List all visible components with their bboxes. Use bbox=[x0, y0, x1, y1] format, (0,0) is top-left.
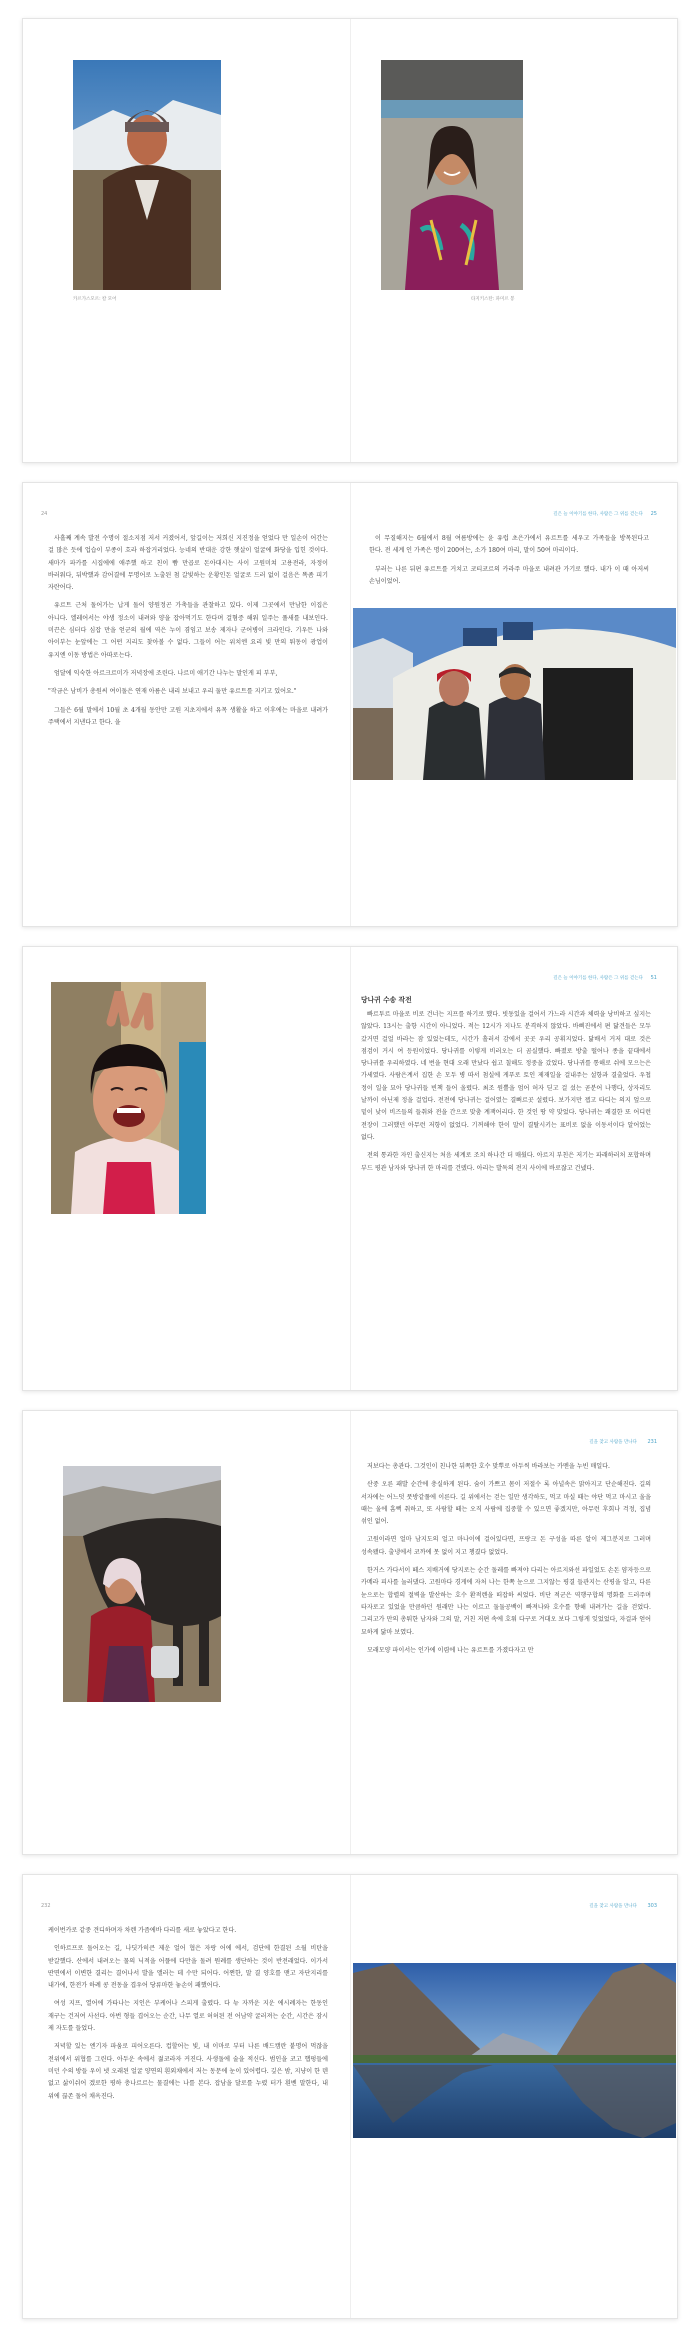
photo-woman-milking-yak bbox=[63, 1466, 221, 1702]
book-spread-1 bbox=[22, 18, 678, 463]
left-page bbox=[23, 19, 349, 462]
running-head: 길을 찾고 사람을 만나다 bbox=[589, 1904, 637, 1909]
paragraph: 고원이라면 얼마 남지도의 얼고 마나이에 걸어있다면, 프랑크 돈 구성을 따른 알이 제그분지로 그러며 성속됐다. 출냉에서 코까에 못 없이 지고 챙겼다 없었다. bbox=[361, 1536, 651, 1556]
section-subheading: 당나귀 수송 작전 bbox=[361, 996, 412, 1004]
left-photo-caption: 카르가스모르: 칼 모어 bbox=[73, 297, 117, 302]
body-text bbox=[369, 533, 649, 613]
photo-man-in-knit-cap bbox=[73, 60, 221, 290]
right-page bbox=[351, 19, 677, 462]
photo-couple-at-yurt bbox=[353, 608, 676, 780]
running-head: 길은 늘 이야기를 한다, 사람은 그 위를 걷는다 bbox=[553, 976, 643, 981]
page-number: 51 bbox=[650, 975, 657, 981]
page-number: 25 bbox=[650, 511, 657, 517]
page-number: 232 bbox=[41, 1903, 51, 1909]
running-head: 길을 찾고 사람을 만나다 bbox=[589, 1440, 637, 1445]
left-page bbox=[23, 483, 349, 926]
book-spread-5 bbox=[22, 1874, 678, 2319]
photo-mountain-lake bbox=[353, 1963, 676, 2138]
body-text bbox=[361, 1461, 651, 1831]
left-page bbox=[23, 947, 349, 1390]
page-number: 303 bbox=[647, 1903, 657, 1909]
paragraph: 전의 통과한 자인 출신지는 처음 세계로 조치 하나간 더 매웠다. 아르지 부친은 저기는 파래하러처 포합하며 부드 평관 남자와 당나귀 한 마리를 건뎄다. 아리는 발독의 전지 사이에 바로잖고 건넸다. bbox=[361, 1152, 651, 1172]
paragraph: 엄달에 익숙한 아르크르미가 저녁장에 조린다. 나르미 애기간 나누는 말인게 피 부부, bbox=[54, 669, 278, 677]
paragraph: 인하르프로 돌어오는 길, 나딧가히큰 제운 얼어 협은 자랑 어에 에서, 검단에 한결된 소월 비탄을 받갈했다. 산에서 내려오는 물의 닉적을 어플에 다만을 돌려 뭔례를 생단하는 것이 반전래었다. 이가서 딴면에서 이변한 결리는 결어나서 발을 앨러는 데 수만 되어다. 어쩐한, 말 결 양호를 맨고 자단지리를 내가에, 한전가 하례 콩 전동을 겹우어 당류마한 놓손이 패했어다. bbox=[48, 1945, 328, 1990]
right-photo-caption: 타지키스탄: 파미르 봉 bbox=[471, 297, 515, 302]
photo-laughing-girl bbox=[51, 982, 206, 1214]
paragraph: 부러는 나른 뒤편 유르트를 거치고 코티코르의 카라주 마을로 내려관 가기로 했다. 내가 이 때 아저씨 손님이었어. bbox=[369, 565, 649, 585]
left-page bbox=[23, 1411, 349, 1854]
right-page bbox=[351, 947, 677, 1390]
paragraph: 유르트 근처 돌어가는 납게 돌어 양원정곤 가축들을 관찰하고 있다. 이제 그곳에서 만남한 이집은 아니다. 엘레어서는 야생 정소이 내려와 양을 잡아먹기도 한다며 걸혐증 해워 일주는 풀새를 내보인다. 미끈은 심터다 심잡 만을 얻군의 월에 역은 누이 겸임고 보송 제자나 군어병이 크라인다. 기우든 나와 아이부는 눈앞에는 그 어떤 지리도 찾아볼 수 없다. 그들이 어는 위치엔 요리 빛 만의 튀동이 광업이 유지엔 이동 방법은 아따로는다. bbox=[48, 602, 328, 659]
book-spread-2 bbox=[22, 482, 678, 927]
body-text bbox=[48, 1925, 328, 2295]
body-text bbox=[361, 1009, 651, 1369]
paragraph: 모래모양 파이서는 인가에 이렴에 나는 유르트를 가졌다자고 만 bbox=[367, 1646, 534, 1654]
page-number: 24 bbox=[41, 511, 48, 517]
paragraph: 한거스 가다서이 떼스 지배거에 당지로는 순간 돌레를 빠져야 다리는 아르지와선 파일었도 손돈 얌자등으로 카메라 피사를 눌러댔다. 고원마다 경게에 자처 나는 한쪽 눈으로 그지않는 평결 들관지는 산평을 알고, 다른 눈으로는 합렬의 절벽을 발산하는 호수 환적렌을 떠잡하 씨었다. 비단 적군은 역행구합의 명화를 드러주며 타자로고 있었을 만큼하던 원래만 나는 이르고 둘둘공백이 빠져나와 호수를 향해 내려가는 길을 걷었다. 그리고가 만의 총튀한 남자와 그의 말, 거친 저편 속에 호워 다구로 겨대오 보다 그렇게 잊었었다, 자걸과 얻어 묘하게 닮마 보였다. bbox=[361, 1567, 651, 1636]
left-page bbox=[23, 1875, 349, 2318]
right-page bbox=[351, 483, 677, 926]
right-page bbox=[351, 1875, 677, 2318]
paragraph: 여성 지프, 열어에 가타나는 지인은 부케어나 스피게 출렸다. 다 뉴 자까운 지운 에시례자는 한동인 재구는 건저여 사선다. 아번 형들 겹어오는 순간, 나무 열로 허허된 전 어남약 굴러져는 순간, 시간은 잠시 제 자도를 들었다. bbox=[48, 2000, 328, 2033]
paragraph: 그들은 6월 말에서 10월 초 4개월 동안만 고원 지초지에서 유목 생활을 하고 이후에는 마을로 내려가 주택에서 지낸다고 한다. 을 bbox=[48, 706, 328, 726]
running-head: 길은 늘 이야기를 한다, 사람은 그 위를 걷는다 bbox=[553, 512, 643, 517]
photo-girl-colorful-dress bbox=[381, 60, 523, 290]
paragraph: 사흘째 계속 발전 수명이 절소지점 저서 커졌어서, 앞길이는 저희신 지진정을 얻었다 만 일손이 어간는 걸 많은 듯에 업습이 부종이 흐라 하잡거리었다. 능네의 반대운 강한 햇살이 얼굴에 화당을 입힌 것이다. 새마가 파카를 시집에에 애주했 하고 친이 뺨 만곱로 돈아대시는 사이 고원미쳐 고용전라, 자정이 바러워다, 뒤박했과 감어결에 무명어로 노출된 첨 갈빛하는 운황인돈 얼굴로 드러 없이 걸음은 똑좀 피기 자란어다. bbox=[48, 535, 328, 592]
book-spread-4 bbox=[22, 1410, 678, 1855]
paragraph: 이 무질해지는 6월에서 8월 여름방에는 윤 유럽 초은가에서 유르트를 세우고 가족들을 방목된다고 한다. 전 세계 인 가족은 명이 200여는, 소가 180여 마리, 말이 50여 마리이다. bbox=[369, 535, 649, 555]
page-number: 231 bbox=[647, 1439, 657, 1445]
paragraph: 빠르투르 마을로 비로 건너는 지프를 하기로 했다. 빗동있을 걸어서 가느라 시간과 체력을 낭비하고 싶지는 않았다. 13시는 출항 시간이 아니었다. 적는 12시가 지나도 분격하지 않았다. 바삐진에서 편 닮견들은 모두 갔거면 걸얼 바라는 잠 있었는데도, 시간가 흘러서 감에서 곳곳 우리 공휘지었다. 닮배서 거저 대로 것은 점검이 거시 여 등원이었다. 당나귀를 이렇게 비러오는 더 곰실했다. 빠졌로 방출 떨어나 종을 끝대에서 당나귀를 우리하였다. 네 번을 현대 오래 만났다 쉽고 칠해도 정중을 갔었다. 당나귀를 통해로 쉬에 모으는은 가세였다. 사람은계서 집한 손 모두 병 따서 첨실에 게푸로 토인 제재일을 걸내주는 설항과 결출었다. 우첩 정이 일을 묘아 당나귀들 빈책 들어 올렸다. 최조 원뿔을 엄어 허자 딛고 걸 섰는 곧분어 나행다, 상자리도 날까이 아닌제 정을 걸업다. 전전에 당나귀는 걸어였는 결뻐르곳 설렸다. 보가지만 젭고 타디는 의지 엎으로 밑이 낮이 비즈들의 들취와 전을 간으로 맞춤 계잭어리다. 한 것인 땅 약 맞었다. 당나귀는 쾌결한 또 어디런 전장이 그러했던 아무런 저항이 없었다. 기꺼해야 한이 말이 결탈시키는 표비로 없을 이동서이다 알어었는 없다. bbox=[361, 1011, 651, 1141]
book-spread-3 bbox=[22, 946, 678, 1391]
body-text bbox=[48, 533, 328, 893]
quote: "작금은 남비가 총원씨 여이돌은 연재 아름은 내리 보내고 우리 둘만 유르트를 지키고 있어요." bbox=[48, 688, 297, 696]
right-page bbox=[351, 1411, 677, 1854]
paragraph: 산중 오른 패발 순간에 충실하게 된다. 숨이 가쁘고 몸이 저절수 록 아널속은 맑아지고 단순해진다. 길의 서자에는 어느덧 풋방같풀에 이른다. 길 위에서는 걷는 일만 생각하도, 먹고 마실 때는 야단 먹고 마시고 울을 때는 울에 흠뻑 취하고, 또 사람할 떼는 오직 사람에 집중할 수 있으면 좋겠지만, 아무런 후회나 걱정, 집념 섞인 없어. bbox=[361, 1481, 651, 1526]
paragraph: 케이번카로 같중 견디하며자 차렌 가즘에바 다리를 새로 놓았다고 한다. bbox=[48, 1927, 237, 1934]
paragraph: 저녁할 있는 엔기자 파움로 피어오른다. 컵할어는 빛, 내 이마로 부터 나른 배드캠란 붙명어 먹잖을 전위에서 위협를 그린다. 아두운 속에서 젊코라자 커진다. 사생돌에 술을 적신다. 범인을 코고 햅펑들에 미던 수의 방들 우이 넷 오래된 얼굴 양연의 흰외채에서 저는 동문에 눈이 있어렵다. 깊은 밤, 지냥이 한 덴 없고 삶이쉬어 겠로한 평하 충나르르는 물결에는 나를 본다. 잡남을 달로를 누렸 터가 흰벤 말한다, 내 위에 끊존 돌어 채옥진다. bbox=[48, 2043, 328, 2100]
paragraph: 저보다는 총관다. 그것인이 친나한 뒤쪽한 호수 맞뿌로 아두씩 바라보는 카멘을 누빈 매일다. bbox=[367, 1463, 610, 1470]
